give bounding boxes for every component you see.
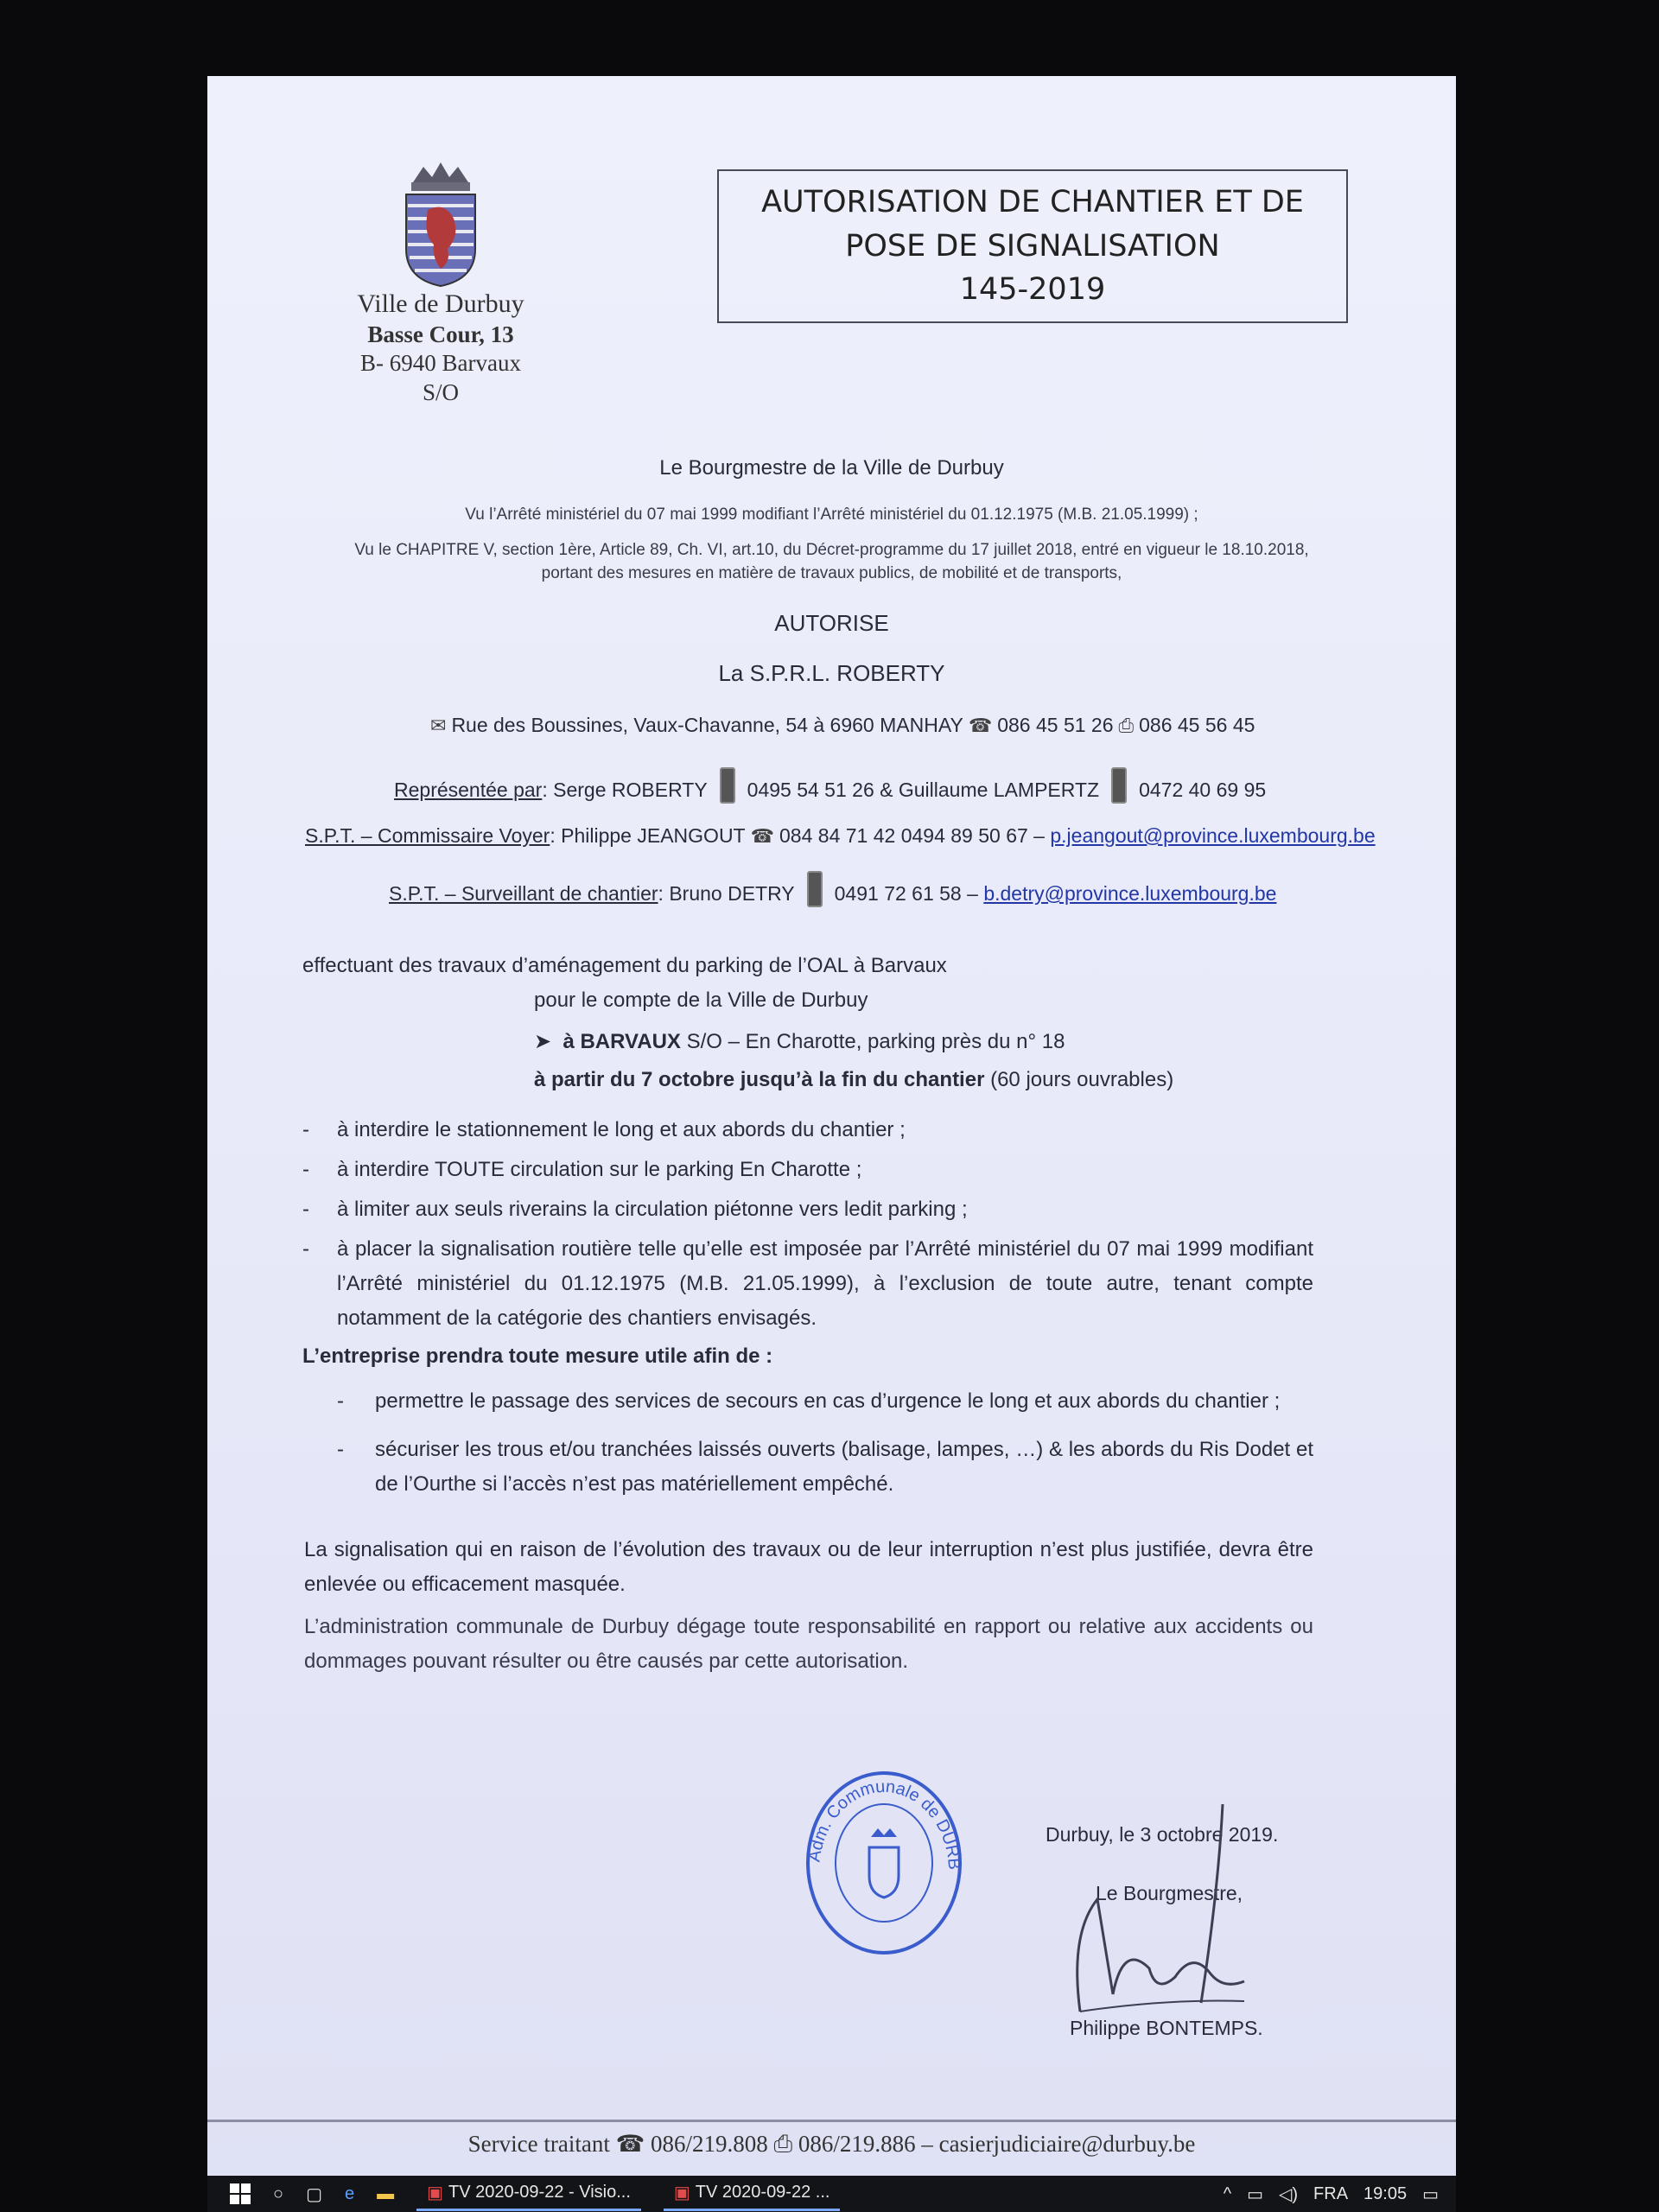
fax-icon: ⎙ [773, 2131, 793, 2157]
task-view-icon: ▢ [306, 2184, 322, 2204]
legal-reference-2: Vu le CHAPITRE V, section 1ère, Article 89, Ch. VI, art.10, du Décret-programme du 17 juillet 2018, entré en vigueur le 18.10.2018, [354, 541, 1309, 559]
place-date: Durbuy, le 3 octobre 2019. [1046, 1823, 1279, 1846]
search-button[interactable] [273, 2184, 283, 2204]
liability-note: L’administration communale de Durbuy dégage toute responsabilité en rapport ou relative aux accidents ou dommages pouvant résulter ou être causés par cette autorisation. [304, 1615, 1313, 1673]
obligation-item: - sécuriser les trous et/ou tranchées laissés ouverts (balisage, lampes, …) & les abords du Ris Dodet et de l’Ourthe si l’accès n’est pas matériellement empêché. [337, 1438, 1313, 1496]
mobile-phone-icon [1111, 767, 1127, 804]
issuer-line: Le Bourgmestre de la Ville de Durbuy [659, 456, 1004, 480]
surveillant-line: S.P.T. – Surveillant de chantier: Bruno DETRY 0491 72 61 58 – b.detry@province.luxembourg.be [389, 871, 1276, 907]
company-name: La S.P.R.L. ROBERTY [718, 660, 945, 686]
footer-service: Service traitant ☎ 086/219.808 ⎙ 086/219.886 – casierjudiciaire@durbuy.be [467, 2131, 1196, 2157]
company-address-line: ✉ Rue des Boussines, Vaux-Chavanne, 54 à 6960 MANHAY ☎ 086 45 51 26 ⎙ 086 45 56 45 [430, 714, 1255, 736]
browser-icon: e [345, 2183, 355, 2203]
title-line-2: POSE DE SIGNALISATION [845, 228, 1220, 264]
document-page [207, 76, 1456, 2157]
signatory-name: Philippe BONTEMPS. [1070, 2017, 1263, 2039]
explorer-button[interactable] [377, 2184, 394, 2204]
document-title-box [717, 169, 1348, 323]
edge-button[interactable] [345, 2184, 354, 2204]
works-period: à partir du 7 octobre jusqu’à la fin du chantier (60 jours ouvrables) [534, 1068, 1174, 1091]
taskbar-app-2[interactable]: ▣ TV 2020-09-22 ... [664, 2177, 841, 2211]
commissaire-voyer-line: S.P.T. – Commissaire Voyer: Philippe JEANGOUT ☎ 084 84 71 42 0494 89 50 67 – p.jeangout@province.luxembourg.be [305, 824, 1376, 847]
arrow-bullet-icon: ➤ [534, 1030, 552, 1053]
volume-icon[interactable]: ◁) [1278, 2184, 1299, 2204]
obligation-item: - permettre le passage des services de secours en cas d’urgence le long et aux abords du chantier ; [337, 1389, 1281, 1413]
language-indicator[interactable]: FRA [1313, 2183, 1349, 2203]
search-icon: ○ [273, 2183, 284, 2203]
city-address [346, 288, 536, 408]
obligations-heading: L’entreprise prendra toute mesure utile afin de : [302, 1344, 773, 1368]
voyer-email-link[interactable]: p.jeangout@province.luxembourg.be [1050, 824, 1376, 847]
pdf-icon: ▣ [427, 2183, 444, 2202]
works-client: pour le compte de la Ville de Durbuy [534, 988, 868, 1012]
envelope-icon: ✉ [430, 715, 447, 736]
footer-divider [207, 2120, 1456, 2122]
legal-reference-1: Vu l’Arrêté ministériel du 07 mai 1999 modifiant l’Arrêté ministériel du 01.12.1975 (M.B. 21.05.1999) ; [465, 505, 1198, 524]
taskbar-app-1[interactable]: ▣ TV 2020-09-22 - Visio... [416, 2177, 641, 2211]
measure-item: - à placer la signalisation routière telle qu’elle est imposée par l’Arrêté ministériel du 07 mai 1999 modifiant l’Arrêté ministériel du 01.12.1975 (M.B. 21.05.1999), à l’exclusion de toute autre, tenant compte notamment de la catégorie des chantiers envisagés. [302, 1237, 1313, 1330]
city-name: Ville de Durbuy [357, 289, 524, 318]
system-tray [1224, 2183, 1456, 2205]
coat-of-arms-icon [397, 158, 484, 288]
start-button[interactable] [230, 2183, 251, 2204]
stamp-seal-icon [802, 1768, 966, 1958]
legal-reference-3: portant des mesures en matière de travaux publics, de mobilité et de transports, [541, 564, 1122, 582]
signatory-role: Le Bourgmestre, [1096, 1882, 1243, 1904]
pdf-icon: ▣ [673, 2183, 690, 2202]
windows-logo-icon [230, 2183, 251, 2204]
network-icon[interactable]: ▭ [1247, 2184, 1263, 2204]
document-screen [207, 76, 1456, 2176]
measure-item: - à limiter aux seuls riverains la circulation piétonne vers ledit parking ; [302, 1198, 968, 1221]
measure-item: - à interdire TOUTE circulation sur le parking En Charotte ; [302, 1158, 862, 1181]
phone-icon: ☎ [615, 2131, 645, 2157]
title-line-1: AUTORISATION DE CHANTIER ET DE [761, 184, 1304, 219]
city-postal: B- 6940 Barvaux S/O [360, 350, 521, 405]
chevron-up-icon[interactable]: ^ [1223, 2183, 1232, 2203]
phone-icon: ☎ [750, 825, 775, 847]
signage-note: La signalisation qui en raison de l’évolution des travaux ou de leur interruption n’est plus justifiée, devra être enlevée ou efficacement masquée. [304, 1538, 1313, 1596]
svg-text:Adm. Communale de DURBUY (Luxe: Adm. Communale de DURB [804, 1777, 964, 1871]
representatives-line: Représentée par: Serge ROBERTY 0495 54 51 26 & Guillaume LAMPERTZ 0472 40 69 95 [394, 767, 1266, 804]
surveillant-email-link[interactable]: b.detry@province.luxembourg.be [983, 882, 1277, 905]
notification-icon[interactable]: ▭ [1422, 2184, 1439, 2204]
works-description: effectuant des travaux d’aménagement du parking de l’OAL à Barvaux [302, 954, 947, 977]
mobile-phone-icon [720, 767, 735, 804]
city-street: Basse Cour, 13 [367, 321, 514, 347]
windows-taskbar [207, 2176, 1456, 2212]
city-logo-block [346, 158, 536, 408]
handwritten-signature [1046, 1796, 1322, 2020]
mobile-phone-icon [807, 871, 823, 907]
folder-icon: ▬ [377, 2183, 395, 2203]
works-location: ➤ à BARVAUX S/O – En Charotte, parking près du n° 18 [534, 1030, 1065, 1053]
autorise-heading: AUTORISE [774, 610, 889, 636]
official-stamp [802, 1768, 966, 1958]
clock[interactable]: 19:05 [1363, 2183, 1408, 2203]
task-view-button[interactable] [306, 2183, 322, 2205]
title-number: 145-2019 [959, 272, 1106, 308]
footer-email[interactable]: casierjudiciaire@durbuy.be [938, 2131, 1196, 2157]
fax-icon: ⎙ [1118, 715, 1135, 736]
measure-item: - à interdire le stationnement le long et aux abords du chantier ; [302, 1118, 906, 1141]
phone-icon: ☎ [968, 715, 993, 736]
